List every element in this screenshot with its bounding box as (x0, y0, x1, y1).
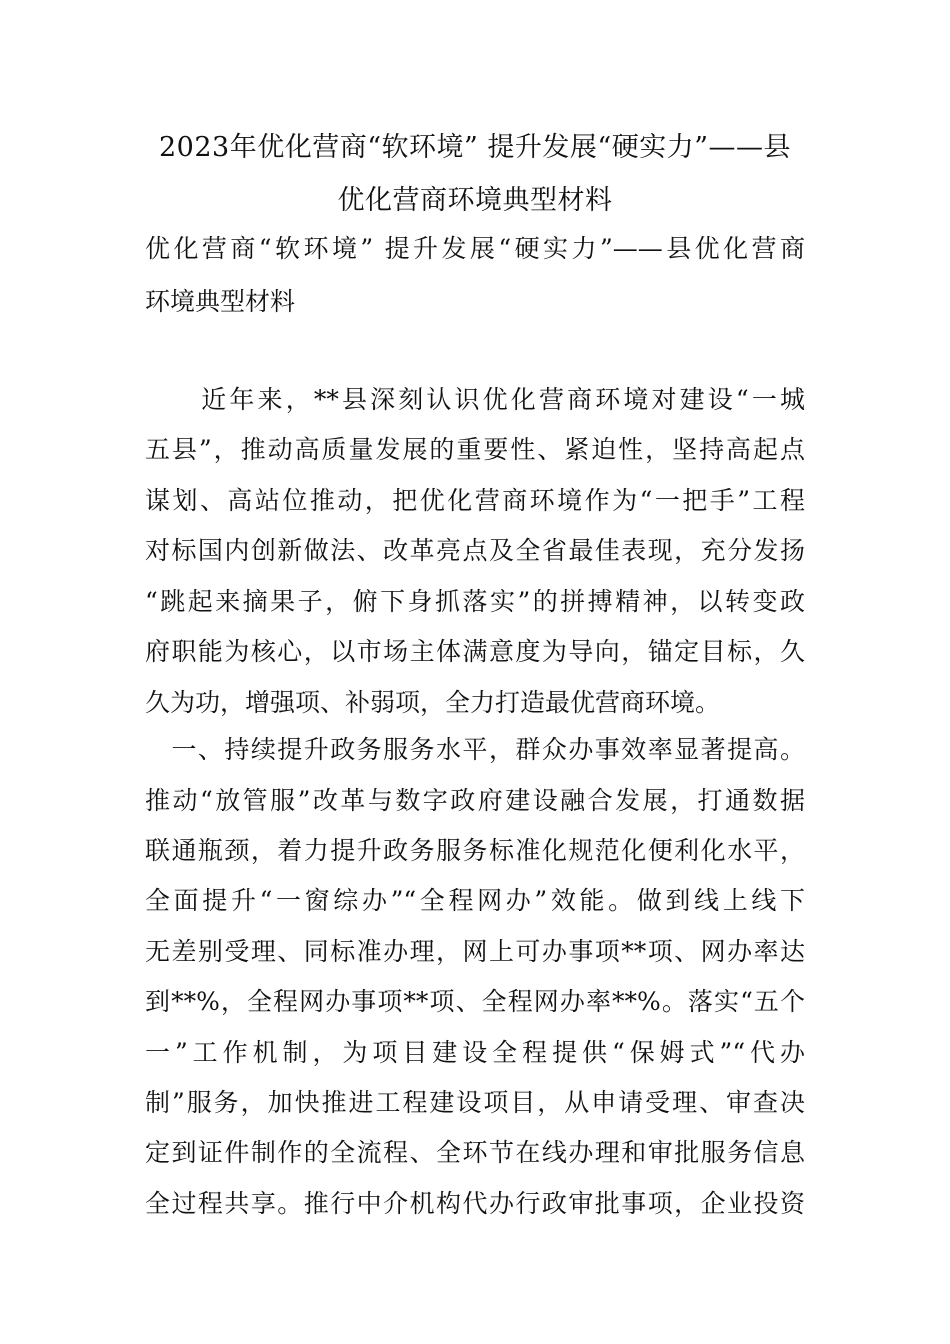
subtitle-line-1: 优化营商“软环境” 提升发展“硬实力”——县优化营商 (145, 234, 805, 263)
paragraph-line: 联通瓶颈，着力提升政务服务标准化规范化便利化水平， (145, 836, 805, 865)
document-title-line-2: 优化营商环境典型材料 (337, 185, 613, 216)
paragraph-line: “跳起来摘果子，俯下身抓落实”的拼搏精神，以转变政 (145, 587, 805, 616)
paragraph-line: 无差别受理、同标准办理，网上可办事项**项、网办率达 (145, 937, 805, 966)
paragraph-line: 全过程共享。推行中介机构代办行政审批事项，企业投资 (145, 1189, 805, 1218)
paragraph-line: 定到证件制作的全流程、全环节在线办理和审批服务信息 (145, 1138, 805, 1167)
paragraph-line: 制”服务，加快推进工程建设项目，从申请受理、审查决 (145, 1088, 805, 1117)
paragraph-line: 久为功，增强项、补弱项，全力打造最优营商环境。 (145, 688, 721, 717)
section-heading-line: 一、持续提升政务服务水平，群众办事效率显著提高。 (145, 735, 805, 764)
document-title-line-1: 2023年优化营商“软环境” 提升发展“硬实力”——县 (158, 132, 791, 163)
subtitle-line-2: 环境典型材料 (145, 287, 296, 316)
paragraph-line: 近年来，**县深刻认识优化营商环境对建设“一城 (145, 385, 805, 414)
paragraph-line: 推动“放管服”改革与数字政府建设融合发展，打通数据 (145, 786, 805, 815)
paragraph-line: 府职能为核心，以市场主体满意度为导向，锚定目标，久 (145, 637, 805, 666)
paragraph-line: 一”工作机制，为项目建设全程提供“保姆式”“代办 (145, 1038, 805, 1067)
paragraph-line: 谋划、高站位推动，把优化营商环境作为“一把手”工程 (145, 486, 805, 515)
paragraph-line: 对标国内创新做法、改革亮点及全省最佳表现，充分发扬 (145, 536, 805, 565)
paragraph-line: 到**%，全程网办事项**项、全程网办率**%。落实“五个 (145, 987, 805, 1016)
paragraph-line: 五县”，推动高质量发展的重要性、紧迫性，坚持高起点 (145, 435, 805, 464)
paragraph-line: 全面提升“一窗综办”“全程网办”效能。做到线上线下 (145, 886, 805, 915)
